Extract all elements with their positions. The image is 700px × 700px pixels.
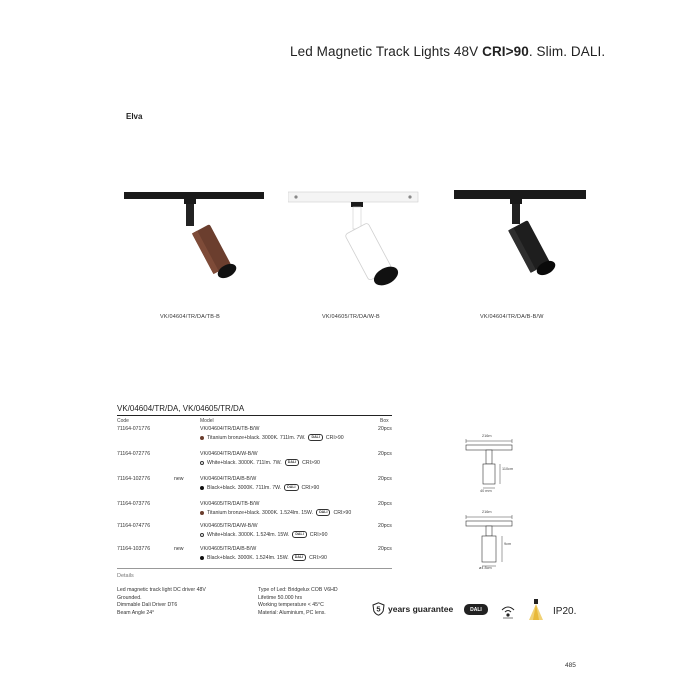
row-code: 71164-103776	[117, 546, 151, 552]
row-description	[200, 531, 327, 538]
row-box: 20pcs	[378, 546, 392, 552]
column-header-box: Box	[380, 418, 389, 424]
dali-badge-icon: DALI	[292, 531, 306, 538]
row-description	[200, 509, 351, 516]
row-cri: CRI>90	[301, 484, 320, 491]
row-box: 20pcs	[378, 523, 392, 529]
divider	[117, 415, 392, 416]
new-badge: new	[174, 476, 184, 482]
row-code: 71164-071776	[117, 426, 151, 432]
color-dot-icon	[200, 511, 204, 515]
row-cri: CRI>90	[309, 554, 327, 561]
row-model: VK/04604/TR/DA/W-B/W	[200, 451, 258, 457]
color-dot-icon	[200, 461, 204, 465]
detail-line: Material: Aluminium, PC lens.	[258, 609, 326, 616]
dimension-label: 216m	[482, 434, 492, 438]
row-code: 71164-102776	[117, 476, 151, 482]
beam-angle-icon	[527, 598, 545, 622]
dali-logo-icon: DALI	[464, 604, 488, 615]
row-model: VK/04605/TR/DA/TB-B/W	[200, 501, 260, 507]
detail-line: Grounded.	[117, 594, 142, 601]
row-description	[200, 459, 320, 466]
dali-badge-icon: DALI	[316, 509, 330, 516]
row-model: VK/04604/TR/DA/TB-B/W	[200, 426, 260, 432]
color-dot-icon	[200, 486, 204, 490]
product-code: VK/04605/TR/DA/W-B	[322, 314, 380, 320]
row-cri: CRI>90	[309, 531, 328, 538]
row-desc-text: Black+black. 3000K. 711lm. 7W.	[207, 484, 282, 491]
row-desc-text: White+black. 3000K. 1.524lm. 15W.	[207, 531, 290, 538]
row-cri: CRI>90	[333, 509, 352, 516]
ip-rating: IP20.	[553, 606, 577, 617]
product-image-bronze	[124, 188, 264, 288]
row-box: 20pcs	[378, 476, 392, 482]
detail-line: Beam Angle 24°	[117, 609, 155, 616]
detail-line: Dimmable Dali Driver DT6	[117, 602, 178, 608]
row-model: VK/04605/TR/DA/W-B/W	[200, 523, 258, 529]
row-code: 71164-073776	[117, 501, 151, 507]
row-code: 71164-074776	[117, 523, 151, 529]
dimension-label: 216m	[482, 510, 492, 514]
new-badge: new	[174, 546, 184, 552]
dimmable-icon	[500, 600, 516, 620]
dimension-label: 110cm	[502, 467, 514, 471]
row-cri: CRI>90	[302, 459, 320, 466]
detail-line: Type of Led: Bridgelux COB V6HD	[258, 587, 338, 593]
dimension-label: 9cm	[504, 542, 512, 546]
divider	[117, 568, 392, 569]
color-dot-icon	[200, 556, 204, 560]
row-box: 20pcs	[378, 451, 392, 457]
row-box: 20pcs	[378, 426, 392, 432]
page-title	[290, 44, 605, 59]
column-header-code: Code	[117, 418, 129, 424]
row-desc-text: Titanium bronze+black. 3000K. 711lm. 7W.	[207, 434, 306, 441]
row-code: 71164-072776	[117, 451, 151, 457]
row-box: 20pcs	[378, 501, 392, 507]
row-desc-text: White+black. 3000K. 711lm. 7W.	[207, 459, 282, 466]
row-desc-text: Black+black. 3000K. 1.524lm. 15W.	[207, 554, 289, 561]
row-description	[200, 484, 319, 491]
product-code: VK/04604/TR/DA/TB-B	[160, 314, 221, 320]
row-model: VK/04604/TR/DA/B-B/W	[200, 476, 257, 482]
row-desc-text: Titanium bronze+black. 3000K. 1.524lm. 15W.	[207, 509, 314, 516]
details-column-2	[258, 587, 338, 617]
row-description	[200, 554, 327, 561]
title-prefix: Led Magnetic Track Lights 48V	[290, 44, 483, 59]
detail-line: Lifetime 50.000 hrs	[258, 594, 303, 601]
page-number: 485	[565, 662, 576, 669]
product-image-black	[452, 186, 592, 286]
title-suffix: . Slim. DALI.	[528, 44, 606, 59]
dimension-label: ø4 8cm	[479, 566, 492, 570]
product-code: VK/04604/TR/DA/B-B/W	[480, 314, 544, 320]
family-name: Elva	[126, 112, 143, 121]
dimension-label: 40 mm	[480, 489, 492, 493]
details-label: Details	[117, 573, 134, 579]
detail-line: Led magnetic track light DC driver 48V	[117, 587, 206, 593]
dali-badge-icon: DALI	[292, 554, 306, 561]
color-dot-icon	[200, 436, 204, 440]
details-column-1	[117, 587, 206, 617]
title-strong: CRI>90	[482, 44, 529, 59]
row-cri: CRI>90	[325, 434, 344, 441]
guarantee-badge	[372, 602, 453, 616]
dali-badge-icon: DALI	[284, 484, 298, 491]
row-description	[200, 434, 344, 441]
product-image-white	[288, 188, 428, 288]
guarantee-number: 5	[376, 604, 381, 614]
guarantee-text: years guarantee	[388, 604, 454, 614]
shield-icon	[372, 602, 385, 616]
table-title: VK/04604/TR/DA, VK/04605/TR/DA	[117, 404, 245, 413]
detail-line: Working temperature < 45°C	[258, 602, 324, 608]
column-header-model: Model	[200, 418, 214, 424]
color-dot-icon	[200, 533, 204, 537]
dali-badge-icon: DALI	[308, 434, 322, 441]
dali-badge-icon: DALI	[285, 459, 299, 466]
row-model: VK/04605/TR/DA/B-B/W	[200, 546, 257, 552]
